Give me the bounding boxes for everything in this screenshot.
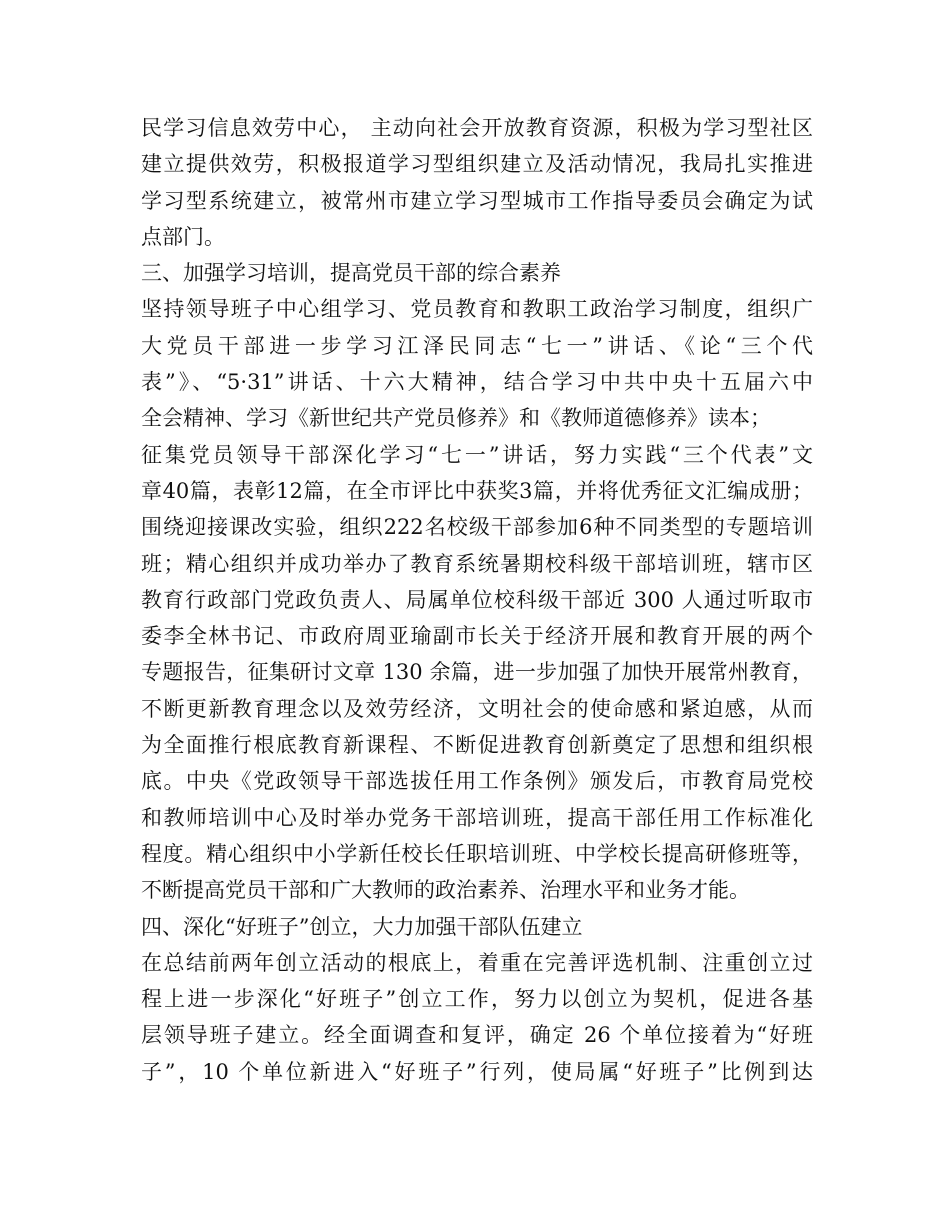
text-line: 坚持领导班子中心组学习、党员教育和教职工政治学习制度，组织广 [141, 297, 813, 322]
text-line: 专题报告，征集研讨文章 130 余篇，进一步加强了加快开展常州教育， [141, 660, 813, 685]
text-line: 不断更新教育理念以及效劳经济，文明社会的使命感和紧迫感，从而 [141, 696, 813, 721]
text-line: 建立提供效劳，积极报道学习型组织建立及活动情况，我局扎实推进 [141, 152, 813, 177]
text-line: 教育行政部门党政负责人、局属单位校科级干部近 300 人通过听取市 [141, 587, 813, 612]
document-body [141, 110, 813, 1090]
text-line: 在总结前两年创立活动的根底上，着重在完善评选机制、注重创立过 [141, 950, 813, 975]
text-line: 底。中央《党政领导干部选拔任用工作条例》颁发后，市教育局党校 [141, 769, 813, 794]
text-line: 子”，10 个单位新进入“好班子”行列，使局属“好班子”比例到达 [141, 1059, 813, 1084]
text-line: 班；精心组织并成功举办了教育系统暑期校科级干部培训班，辖市区 [141, 551, 813, 576]
text-line: 大党员干部进一步学习江泽民同志“七一”讲话、《论“三个代 [141, 333, 813, 358]
text-line: 不断提高党员干部和广大教师的政治素养、治理水平和业务才能。 [141, 878, 750, 903]
text-line: 围绕迎接课改实验，组织222名校级干部参加6种不同类型的专题培训 [141, 515, 813, 540]
text-line: 委李全林书记、市政府周亚瑜副市长关于经济开展和教育开展的两个 [141, 624, 813, 649]
section-heading-3: 三、加强学习培训，提高党员干部的综合素养 [141, 261, 561, 286]
text-line: 民学习信息效劳中心， 主动向社会开放教育资源，积极为学习型社区 [141, 116, 813, 140]
text-line: 点部门。 [141, 224, 225, 249]
text-line: 程度。精心组织中小学新任校长任职培训班、中学校长提高研修班等， [141, 841, 813, 866]
text-line: 学习型系统建立，被常州市建立学习型城市工作指导委员会确定为试 [141, 188, 813, 213]
text-line: 为全面推行根底教育新课程、不断促进教育创新奠定了思想和组织根 [141, 733, 813, 758]
text-line: 征集党员领导干部深化学习“七一”讲话，努力实践“三个代表”文 [141, 442, 813, 467]
text-line: 全会精神、学习《新世纪共产党员修养》和《教师道德修养》读本； [141, 406, 771, 431]
text-line: 和教师培训中心及时举办党务干部培训班，提高干部任用工作标准化 [141, 805, 813, 830]
text-line: 程上进一步深化“好班子”创立工作，努力以创立为契机，促进各基 [141, 987, 813, 1012]
text-line: 表”》、“5·31”讲话、十六大精神，结合学习中共中央十五届六中 [141, 370, 813, 395]
text-line: 层领导班子建立。经全面调查和复评，确定 26 个单位接着为“好班 [141, 1023, 813, 1048]
text-line: 章40篇，表彰12篇，在全市评比中获奖3篇，并将优秀征文汇编成册； [141, 478, 813, 503]
section-heading-4: 四、深化“好班子”创立，大力加强干部队伍建立 [141, 914, 583, 939]
